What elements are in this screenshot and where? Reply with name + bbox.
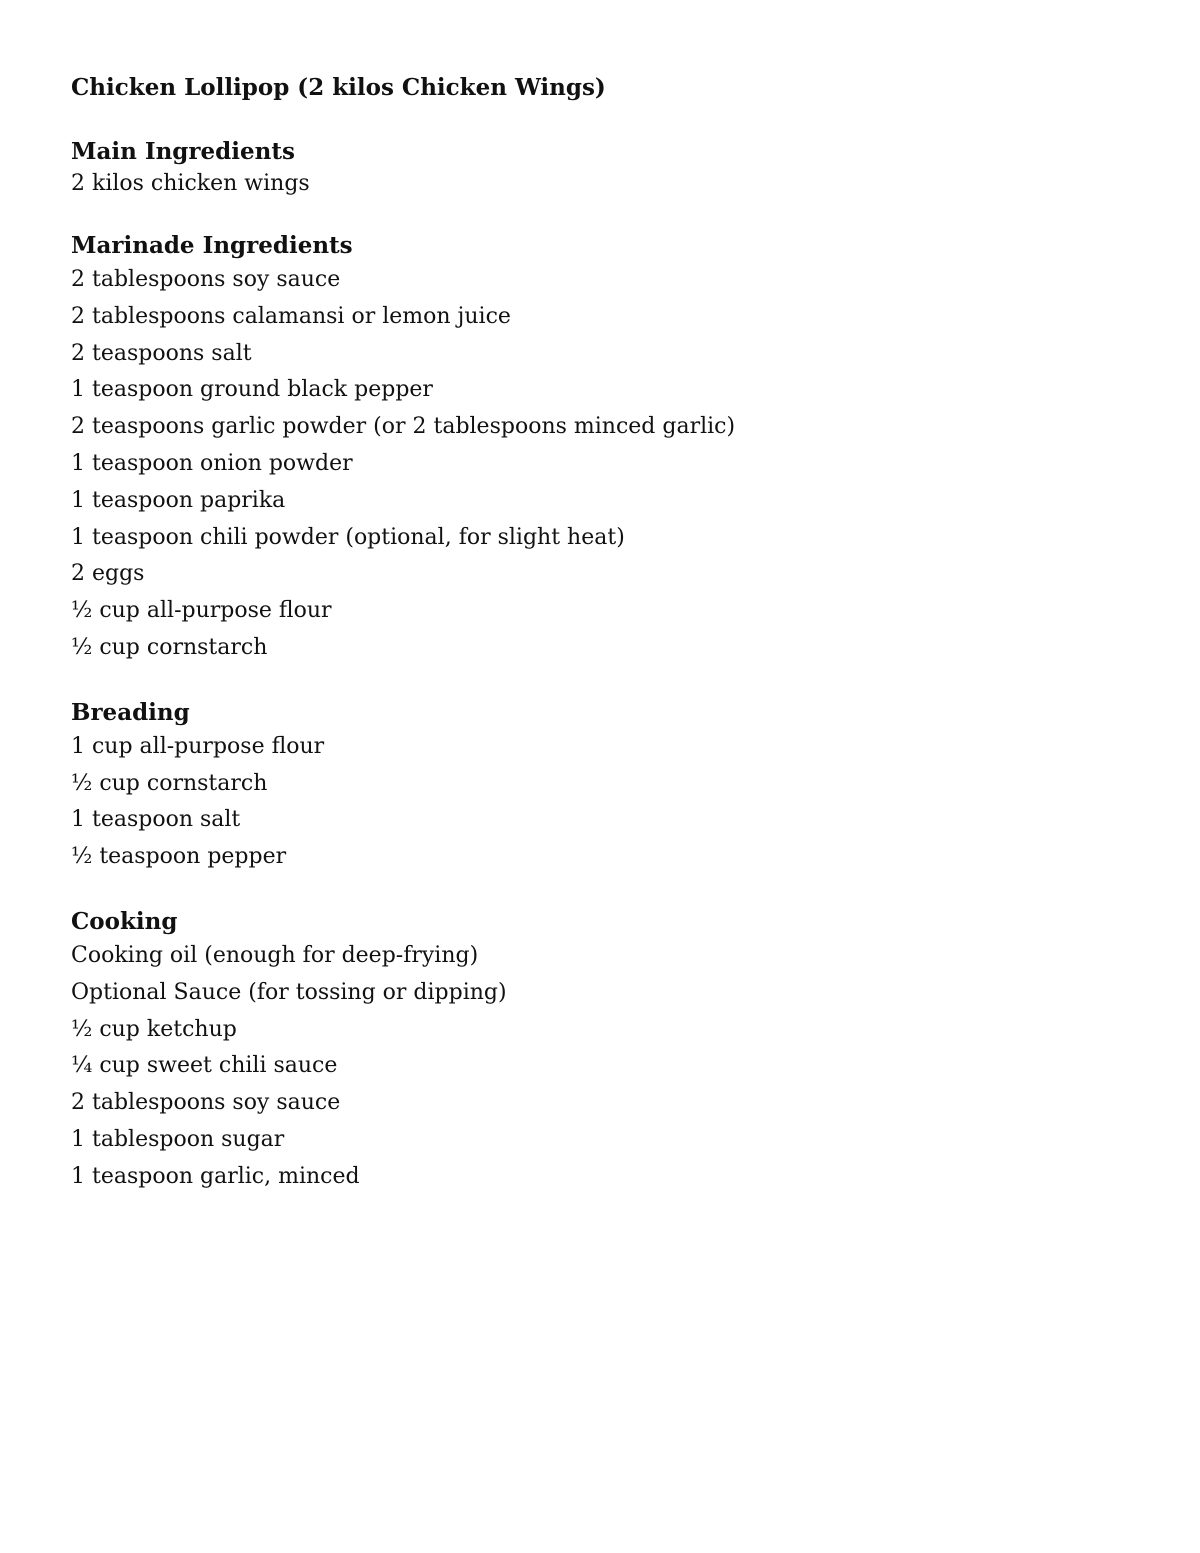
section-marinade-ingredients bbox=[71, 230, 1131, 667]
ingredient-item: ½ cup ketchup bbox=[71, 1016, 237, 1042]
ingredient-item: 1 tablespoon sugar bbox=[71, 1126, 285, 1152]
ingredient-item: 1 teaspoon onion powder bbox=[71, 450, 353, 476]
ingredient-item: 1 teaspoon salt bbox=[71, 807, 241, 833]
ingredient-item: 1 teaspoon garlic, minced bbox=[71, 1163, 360, 1189]
ingredient-item: ½ cup all-purpose flour bbox=[71, 598, 332, 624]
ingredient-list bbox=[71, 262, 1131, 667]
ingredient-item: ½ cup cornstarch bbox=[71, 770, 268, 796]
ingredient-item: 2 tablespoons soy sauce bbox=[71, 267, 341, 292]
ingredient-item: Cooking oil (enough for deep-frying) bbox=[71, 942, 479, 968]
ingredient-list bbox=[71, 938, 1131, 1196]
section-main-ingredients bbox=[71, 136, 1131, 200]
ingredient-item: 1 cup all-purpose flour bbox=[71, 733, 325, 759]
section-heading: Cooking bbox=[71, 907, 178, 935]
ingredient-item: 1 teaspoon ground black pepper bbox=[71, 377, 433, 403]
ingredient-item: Optional Sauce (for tossing or dipping) bbox=[71, 979, 507, 1005]
document-page bbox=[71, 70, 1131, 1196]
section-cooking bbox=[71, 906, 1131, 1196]
ingredient-item: ½ cup cornstarch bbox=[71, 634, 268, 660]
ingredient-item: 2 teaspoons salt bbox=[71, 340, 252, 366]
ingredient-item: 2 tablespoons soy sauce bbox=[71, 1090, 341, 1116]
section-breading bbox=[71, 697, 1131, 876]
ingredient-item: ¼ cup sweet chili sauce bbox=[71, 1053, 338, 1079]
section-heading: Breading bbox=[71, 698, 190, 726]
ingredient-list bbox=[71, 168, 1131, 200]
ingredient-list bbox=[71, 729, 1131, 876]
ingredient-item: 2 eggs bbox=[71, 561, 145, 587]
ingredient-item: 1 teaspoon chili powder (optional, for slight heat) bbox=[71, 524, 625, 550]
section-heading: Main Ingredients bbox=[71, 138, 295, 165]
section-heading: Marinade Ingredients bbox=[71, 232, 353, 259]
ingredient-item: ½ teaspoon pepper bbox=[71, 844, 287, 870]
recipe-title: Chicken Lollipop (2 kilos Chicken Wings) bbox=[71, 74, 606, 101]
ingredient-item: 2 teaspoons garlic powder (or 2 tablespoons minced garlic) bbox=[71, 414, 736, 440]
ingredient-item: 2 kilos chicken wings bbox=[71, 171, 310, 196]
ingredient-item: 1 teaspoon paprika bbox=[71, 487, 286, 513]
ingredient-item: 2 tablespoons calamansi or lemon juice bbox=[71, 303, 511, 329]
